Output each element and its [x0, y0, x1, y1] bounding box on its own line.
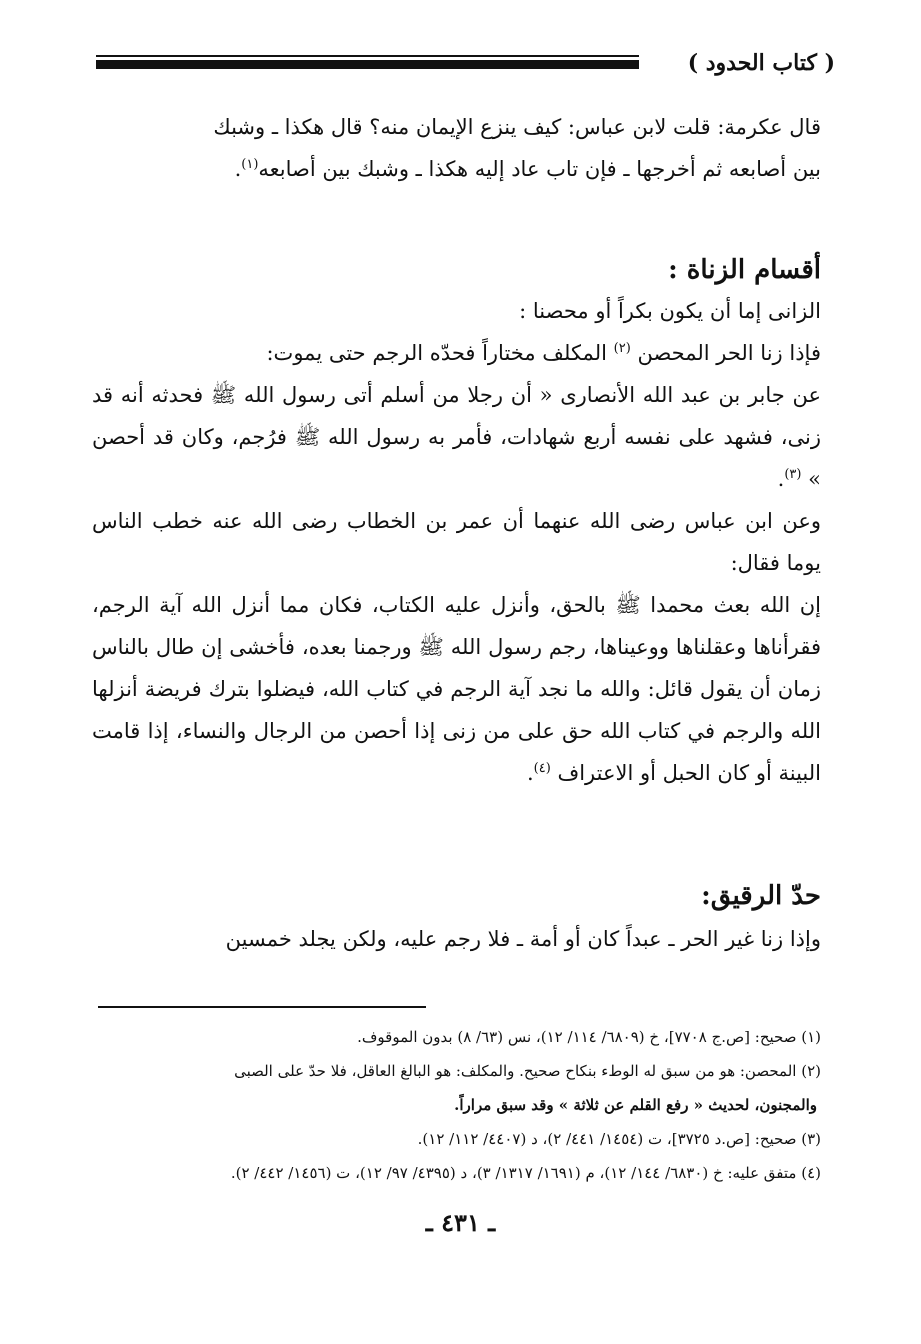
paragraph-ibn-abbas: وعن ابن عباس رضى الله عنهما أن عمر بن الخطاب رضى الله عنه خطب الناس يوما فقال:	[92, 509, 821, 575]
paragraph-muhsan	[92, 332, 821, 374]
footnote-ref-4: (٤)	[533, 761, 551, 776]
paragraph-muhsan-b: المكلف مختاراً فحدّه الرجم حتى يموت:	[266, 341, 607, 365]
footnotes	[96, 1020, 821, 1190]
running-header	[88, 46, 835, 86]
intro-line-1: قال عكرمة: قلت لابن عباس: كيف ينزع الإيمان منه؟ قال هكذا ـ وشبك	[213, 115, 821, 139]
paragraph-umar-text: إن الله بعث محمدا ﷺ بالحق، وأنزل عليه الكتاب، فكان مما أنزل الله آية الرجم، فقرأناها وعقلناها ووعيناها، رجم رسول الله ﷺ ورجمنا بعده، فأخشى إن طال بالناس زمان أن يقول قائل: والله ما نجد آية الرجم في كتاب الله، فيضلوا بترك فريضة أنزلها الله والرجم في كتاب الله حق على من زنى إذا أحصن من الرجال والنساء، إذا قامت البينة أو كان الحبل أو الاعتراف	[92, 593, 821, 785]
section-heading-zunat: أقسام الزناة :	[668, 255, 821, 285]
intro-line-2-text: بين أصابعه ثم أخرجها ـ فإن تاب عاد إليه هكذا ـ وشبك بين أصابعه	[258, 157, 821, 181]
intro-end: .	[234, 157, 242, 181]
footnote-ref-1: (١)	[241, 157, 259, 172]
paragraph-umar-sermon	[92, 584, 821, 794]
section1-body	[92, 290, 821, 794]
section2-body	[92, 918, 821, 960]
footnote-1: (١) صحيح: [ص.ج ٧٧٠٨]، خ (٦٨٠٩/ ١١٤/ ١٢)، نس (٦٣/ ٨) بدون الموقوف.	[357, 1028, 821, 1046]
page-number: ـ ٤٣١ ـ	[425, 1208, 496, 1237]
footnote-ref-3: (٣)	[784, 467, 802, 482]
header-rule	[96, 60, 639, 69]
paragraph-muhsan-a: فإذا زنا الحر المحصن	[637, 341, 821, 365]
chapter-title: ( كتاب الحدود )	[687, 50, 835, 76]
section-heading-raqiq: حدّ الرقيق:	[701, 881, 821, 911]
paragraph-virgin-or-married: الزانى إما أن يكون بكراً أو محصنا :	[519, 299, 821, 323]
footnote-separator	[98, 1006, 426, 1008]
paragraph-jabir-end: .	[777, 467, 785, 491]
intro-paragraph	[92, 106, 821, 190]
footnote-4: (٤) متفق عليه: خ (٦٨٣٠/ ١٤٤/ ١٢)، م (١٦٩١/ ١٣١٧/ ٣)، د (٤٣٩٥/ ٩٧/ ١٢)، ت (١٤٥٦/ ٤٤٢/ ٢).	[230, 1164, 821, 1182]
footnote-2-continuation: والمجنون، لحديث « رفع القلم عن ثلاثة » وقد سبق مراراً.	[454, 1096, 817, 1114]
paragraph-umar-end: .	[526, 761, 534, 785]
intro-line-2	[92, 148, 821, 190]
footnote-ref-2: (٢)	[613, 341, 631, 356]
paragraph-jabir-hadith	[92, 374, 821, 500]
paragraph-slave-punishment: وإذا زنا غير الحر ـ عبداً كان أو أمة ـ فلا رجم عليه، ولكن يجلد خمسين	[225, 927, 821, 951]
footnote-2: (٢) المحصن: هو من سبق له الوطء بنكاح صحيح. والمكلف: هو البالغ العاقل، فلا حدّ على الصبى	[234, 1062, 821, 1080]
footnote-3: (٣) صحيح: [ص.د ٣٧٢٥]، ت (١٤٥٤/ ٤٤١/ ٢)، د (٤٤٠٧/ ١١٢/ ١٢).	[417, 1130, 821, 1148]
paragraph-jabir-text: عن جابر بن عبد الله الأنصارى « أن رجلا من أسلم أتى رسول الله ﷺ فحدثه أنه قد زنى، فشهد على نفسه أربع شهادات، فأمر به رسول الله ﷺ فرُجم، وكان قد أحصن »	[92, 383, 821, 491]
